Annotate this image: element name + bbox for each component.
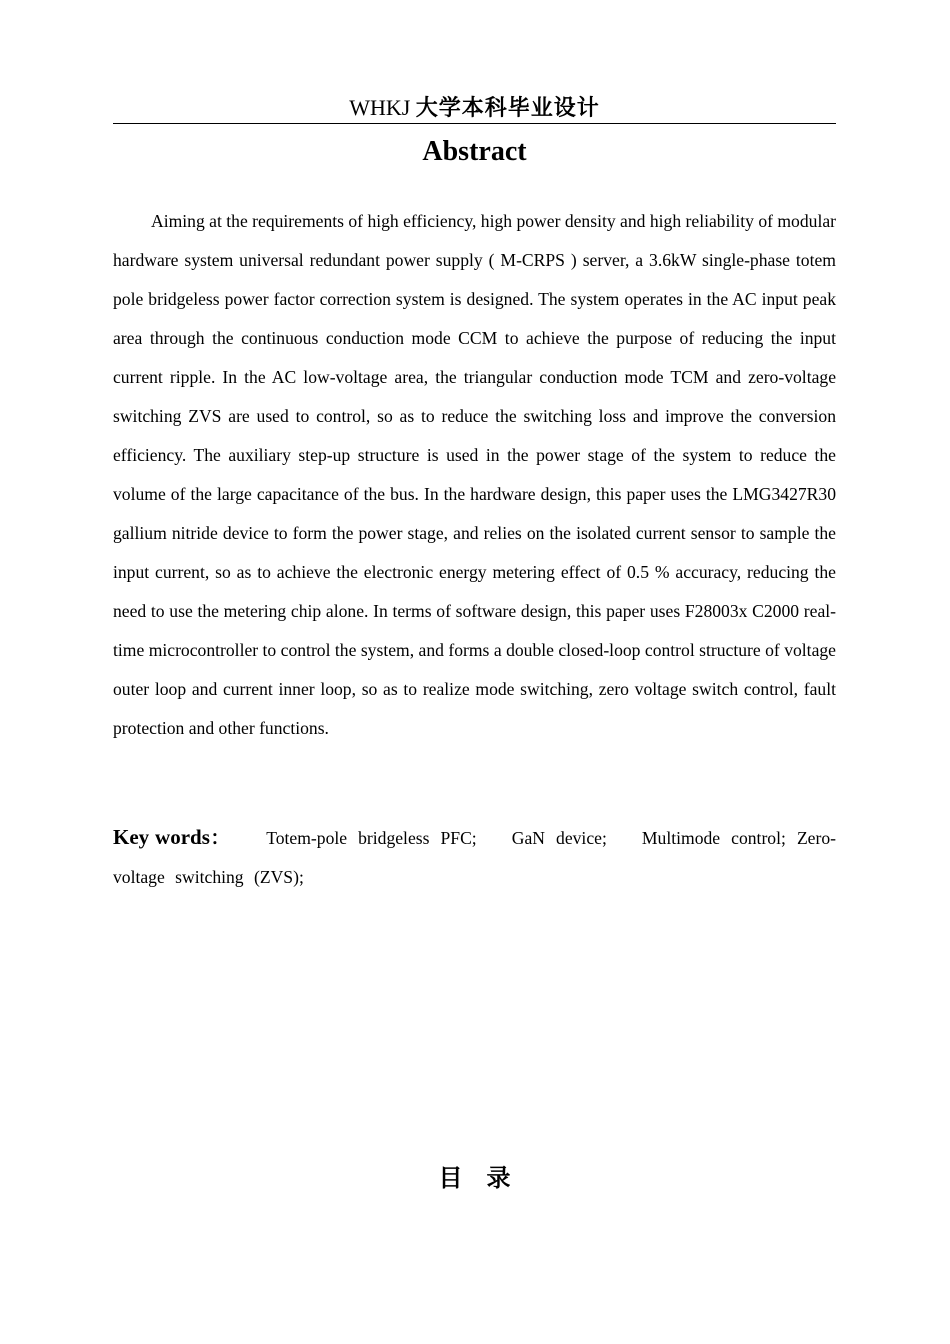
keyword-item: GaN device; — [511, 828, 607, 848]
keywords-separator: ： — [209, 828, 231, 849]
header-latin-text: WHKJ — [349, 95, 416, 120]
abstract-title: Abstract — [422, 136, 527, 167]
keywords-label: Key words — [113, 825, 210, 849]
keyword-item: Multimode control; — [641, 828, 786, 848]
toc-title: 目录 — [438, 1164, 535, 1192]
abstract-body: Aiming at the requirements of high efficiency, high power density and high reliability of modular hardware system universal redundant power supply ( M-CRPS ) server, a 3.6kW single-phase totem pole bridgeless power factor correction system is designed. The system operates in the AC input peak area through the continuous conduction mode CCM to achieve the purpose of reducing the input current ripple. In the AC low-voltage area, the triangular conduction mode TCM and zero-voltage switching ZVS are used to control, so as to reduce the switching loss and improve the conversion efficiency. The auxiliary step-up structure is used in the power stage of the system to reduce the volume of the large capacitance of the bus. In the hardware design, this paper uses the LMG3427R30 gallium nitride device to form the power stage, and relies on the isolated current sensor to sample the input current, so as to achieve the electronic energy metering effect of 0.5 % accuracy, reducing the need to use the metering chip alone. In terms of software design, this paper uses F28003x C2000 real-time microcontroller to control the system, and forms a double closed-loop control structure of voltage outer loop and current inner loop, so as to realize mode switching, zero voltage switch control, fault protection and other functions. — [113, 211, 837, 738]
header-cjk-text: 大学本科毕业设计 — [415, 95, 600, 121]
keywords-paragraph — [113, 818, 836, 897]
document-page — [113, 0, 836, 1344]
running-header — [113, 94, 836, 124]
keyword-item: Totem-pole bridgeless PFC; — [266, 828, 477, 848]
keyword-item: Zero-voltage switching (ZVS); — [113, 828, 837, 887]
